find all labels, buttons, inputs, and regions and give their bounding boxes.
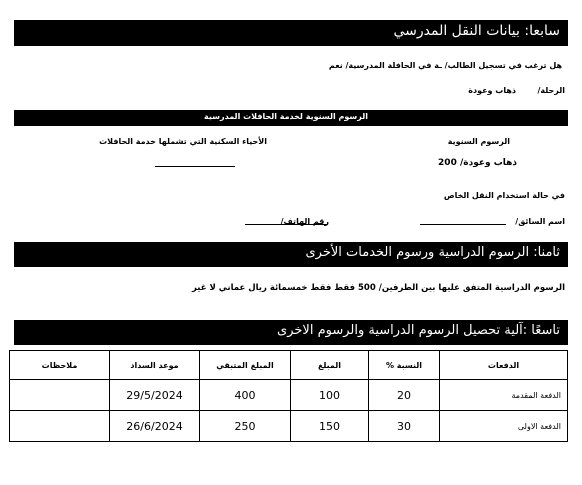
neighborhoods-line xyxy=(155,166,235,167)
phone-line xyxy=(245,224,327,225)
bus-question: هل ترغب في تسجيل الطالب/ ـة في الحافلة المدرسية/ نعم xyxy=(328,61,562,70)
column-header: النسبة % xyxy=(369,351,440,380)
payment-amount: 100 xyxy=(291,380,369,411)
phone-label: رقم الهاتف/ xyxy=(280,217,329,226)
table-row xyxy=(10,411,568,442)
section9-header xyxy=(14,320,568,345)
table-header-row xyxy=(10,351,568,380)
payment-percent: 20 xyxy=(369,380,440,411)
payment-remaining: 400 xyxy=(200,380,291,411)
column-header: المبلغ المتبقي xyxy=(200,351,291,380)
payment-due-date: 26/6/2024 xyxy=(110,411,200,442)
trip-value: ذهاب وعودة xyxy=(468,86,516,95)
section8-header xyxy=(14,242,568,267)
bus-fees-bar-label: الرسوم السنوية لخدمة الحافلات المدرسية xyxy=(203,112,368,121)
driver-name-line xyxy=(420,224,506,225)
annual-fees-value: ذهاب وعودة/ 200 xyxy=(438,158,517,168)
column-header: المبلغ xyxy=(291,351,369,380)
column-header: الدفعات xyxy=(440,351,568,380)
payment-notes xyxy=(10,411,110,442)
bus-fees-bar xyxy=(14,110,568,126)
section7-header xyxy=(14,20,568,46)
private-transport-label: في حالة استخدام النقل الخاص xyxy=(443,191,565,200)
annual-fees-label: الرسوم السنوية xyxy=(447,137,510,146)
column-header: موعد السداد xyxy=(110,351,200,380)
section7-title: سابعا: بيانات النقل المدرسي xyxy=(393,23,560,39)
section8-title: ثامنا: الرسوم الدراسية ورسوم الخدمات الأخرى xyxy=(305,245,560,260)
table-row xyxy=(10,380,568,411)
payment-notes xyxy=(10,380,110,411)
section9-title: تاسعًا :آلية تحصيل الرسوم الدراسية والرسوم الاخرى xyxy=(277,323,560,338)
trip-label: الرحلة/ xyxy=(537,86,565,95)
payment-label: الدفعة المقدمة xyxy=(440,380,568,411)
payment-label: الدفعة الاولى xyxy=(440,411,568,442)
payment-due-date: 29/5/2024 xyxy=(110,380,200,411)
payment-schedule-table xyxy=(9,350,568,442)
neighborhoods-label: الأحياء السكنية التي تشملها خدمة الحافلات xyxy=(99,137,267,146)
payment-amount: 150 xyxy=(291,411,369,442)
payment-remaining: 250 xyxy=(200,411,291,442)
column-header: ملاحظات xyxy=(10,351,110,380)
payment-percent: 30 xyxy=(369,411,440,442)
driver-name-label: اسم السائق/ xyxy=(515,217,565,226)
tuition-fees-text: الرسوم الدراسية المتفق عليها بين الطرفين/ 500 فقط فقط خمسمائة ريال عماني لا غير xyxy=(191,283,565,293)
